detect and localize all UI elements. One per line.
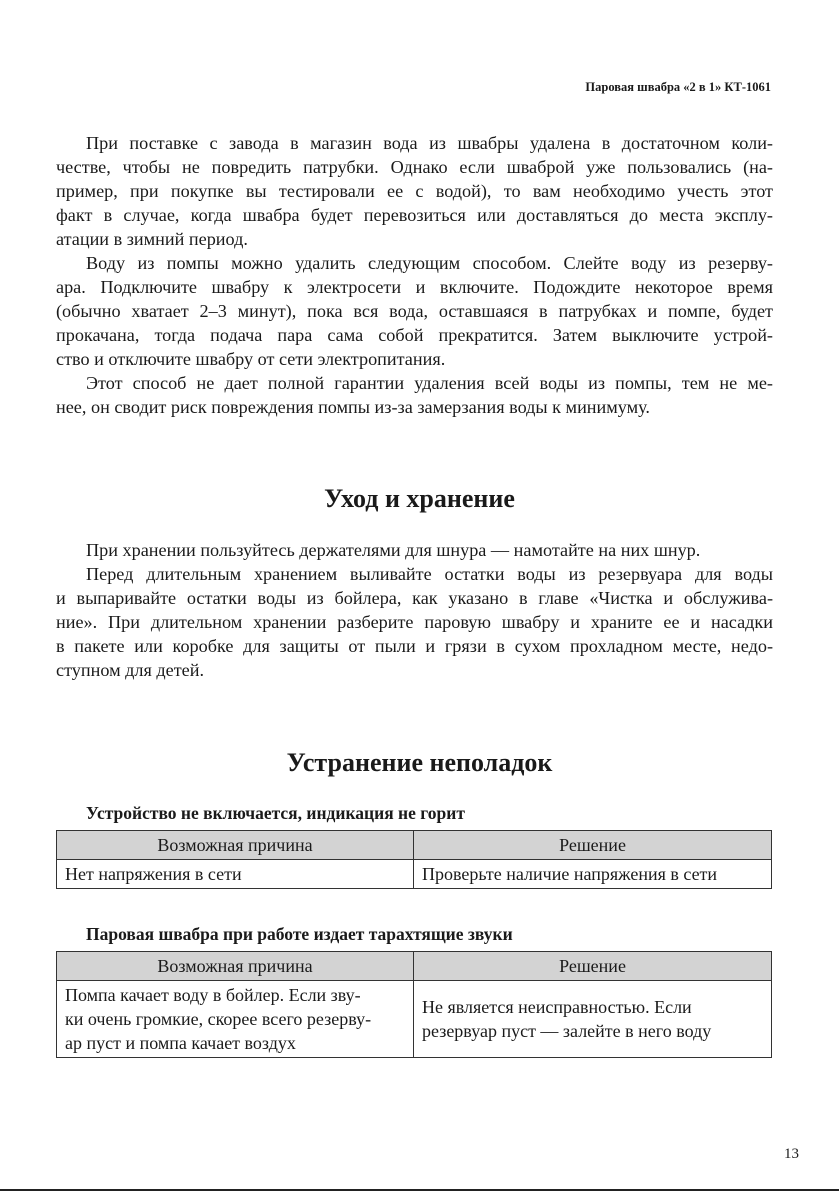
page-number: 13 [784, 1146, 799, 1162]
column-header-solution: Решение [414, 831, 772, 860]
text-line: ступном для детей. [56, 660, 205, 680]
text-line: Перед длительным хранением выливайте остатки воды из резервуара для воды [86, 564, 773, 584]
troubleshooting-section-title: Устранение неполадок [286, 748, 553, 777]
text-line: факт в случае, когда швабра будет перевозиться или доставляться до места эксплу- [56, 205, 773, 225]
table2-heading: Паровая швабра при работе издает тарахтящие звуки [86, 924, 513, 944]
intro-paragraph-3 [56, 371, 773, 419]
cell-line: ки очень громкие, скорее всего резерву- [65, 1009, 372, 1029]
running-header: Паровая швабра «2 в 1» КТ-1061 [585, 80, 771, 94]
cause-cell: Нет напряжения в сети [57, 860, 414, 889]
cell-line: ар пуст и помпа качает воздух [65, 1033, 296, 1053]
care-section-title: Уход и хранение [324, 484, 515, 513]
bottom-rule [0, 1189, 839, 1191]
text-line: При поставке с завода в магазин вода из швабры удалена в достаточном коли- [86, 133, 773, 153]
intro-text [56, 131, 773, 419]
column-header-solution: Решение [414, 952, 772, 981]
text-line: в пакете или коробке для защиты от пыли и грязи в сухом прохладном месте, недо- [56, 636, 773, 656]
cell-line: Помпа качает воду в бойлер. Если зву- [65, 985, 361, 1005]
cause-cell [57, 981, 414, 1058]
text-line: Этот способ не дает полной гарантии удаления всей воды из помпы, тем не ме- [86, 373, 773, 393]
text-line: Воду из помпы можно удалить следующим способом. Слейте воду из резерву- [86, 253, 773, 273]
text-line: прокачана, тогда подача пара сама собой прекратится. Затем выключите устрой- [56, 325, 773, 345]
table-header-row [57, 952, 772, 981]
cell-line: резервуар пуст — залейте в него воду [422, 1021, 712, 1041]
table-row [57, 860, 772, 889]
intro-paragraph-2 [56, 251, 773, 371]
intro-paragraph-1 [56, 131, 773, 251]
text-line: честве, чтобы не повредить патрубки. Однако если шваброй уже пользовались (на- [56, 157, 773, 177]
solution-cell: Проверьте наличие напряжения в сети [414, 860, 772, 889]
troubleshooting-table-2 [56, 951, 772, 1058]
table1-heading: Устройство не включается, индикация не горит [86, 803, 465, 823]
troubleshooting-table-1 [56, 830, 772, 889]
table-header-row [57, 831, 772, 860]
text-line: пример, при покупке вы тестировали ее с водой), то вам необходимо учесть этот [56, 181, 773, 201]
text-line: и выпаривайте остатки воды из бойлера, как указано в главе «Чистка и обслужива- [56, 588, 773, 608]
text-line: (обычно хватает 2–3 минут), пока вся вода, оставшаяся в патрубках и помпе, будет [56, 301, 773, 321]
column-header-cause: Возможная причина [57, 952, 414, 981]
text-line: атации в зимний период. [56, 229, 248, 249]
care-paragraph-2 [56, 562, 773, 682]
care-paragraph-1 [56, 538, 773, 562]
text-line: ство и отключите швабру от сети электропитания. [56, 349, 446, 369]
solution-cell [414, 981, 772, 1058]
text-line: При хранении пользуйтесь держателями для шнура — намотайте на них шнур. [86, 540, 701, 560]
text-line: ара. Подключите швабру к электросети и включите. Подождите некоторое время [56, 277, 773, 297]
care-text [56, 538, 773, 682]
text-line: нее, он сводит риск повреждения помпы из-за замерзания воды к минимуму. [56, 397, 650, 417]
cell-line: Не является неисправностью. Если [422, 997, 692, 1017]
column-header-cause: Возможная причина [57, 831, 414, 860]
text-line: ние». При длительном хранении разберите паровую швабру и храните ее и насадки [56, 612, 773, 632]
table-row [57, 981, 772, 1058]
